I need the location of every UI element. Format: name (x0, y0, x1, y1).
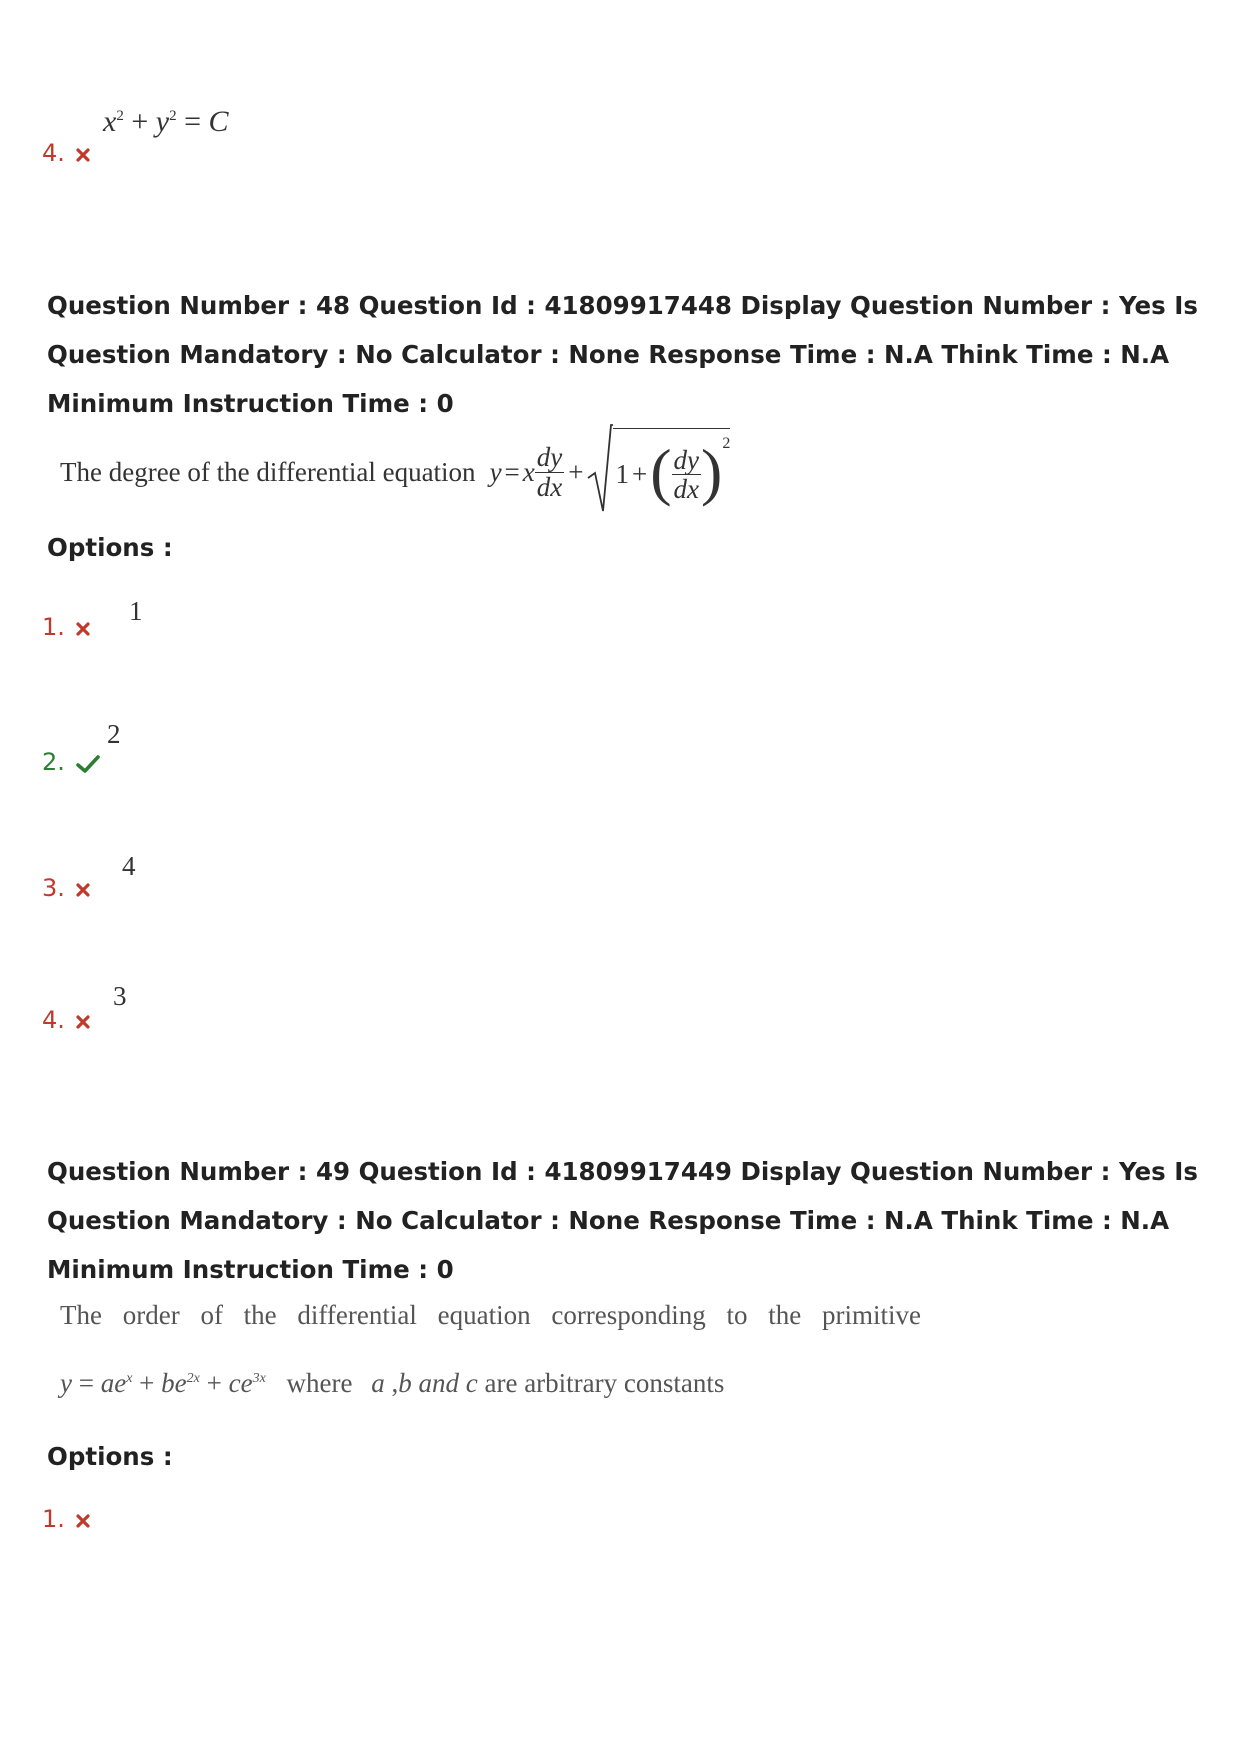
option-value: 1 (129, 596, 143, 626)
option-row (42, 748, 100, 778)
question-header: Question Number : 49 Question Id : 41809917449 Display Question Number : Yes Is Question Mandatory : No Calculator : None Response Time : N.A Think Time : N.A Minimum Instruction Time : 0 (47, 1157, 1198, 1284)
option-equation: $x^2 + y^2 = C$ (103, 105, 229, 138)
option-row (42, 1505, 90, 1533)
question-header: Question Number : 48 Question Id : 41809917448 Display Question Number : Yes Is Question Mandatory : No Calculator : None Response Time : N.A Think Time : N.A Minimum Instruction Time : 0 (47, 291, 1198, 418)
cross-mark-icon (76, 1513, 90, 1532)
cross-mark-icon (76, 882, 90, 901)
option-value: 4 (122, 851, 136, 881)
option-row (42, 874, 90, 902)
option-number: 1. (42, 1505, 65, 1533)
option-row (42, 1006, 90, 1034)
cross-mark-icon (76, 621, 90, 640)
question-stem: The order of the differential equation corresponding to the primitive (60, 1300, 922, 1330)
option-number: 2. (42, 748, 65, 776)
option-row (42, 139, 90, 167)
options-label: Options : (47, 533, 173, 562)
option-number: 3. (42, 874, 65, 902)
option-number: 1. (42, 613, 65, 641)
cross-mark-icon (76, 147, 90, 166)
question-equation: y = x $\frac{dy}{dx}$ + 1 + ( $\frac{dy}{dx}$ ) 2 (490, 423, 731, 522)
option-value: 2 (107, 719, 121, 749)
option-number: 4. (42, 139, 65, 167)
question-text (60, 422, 730, 522)
option-number: 4. (42, 1006, 65, 1034)
option-value: 3 (113, 981, 127, 1011)
cross-mark-icon (76, 1014, 90, 1033)
option-row (42, 613, 90, 641)
check-mark-icon (76, 754, 100, 778)
options-label: Options : (47, 1442, 173, 1471)
question-stem: The degree of the differential equation (60, 456, 476, 487)
square-root-icon (587, 423, 613, 522)
question-equation: $y = ae^x + be^{2x} + ce^{3x}$ where a ,b and c are arbitrary constants (60, 1368, 725, 1398)
